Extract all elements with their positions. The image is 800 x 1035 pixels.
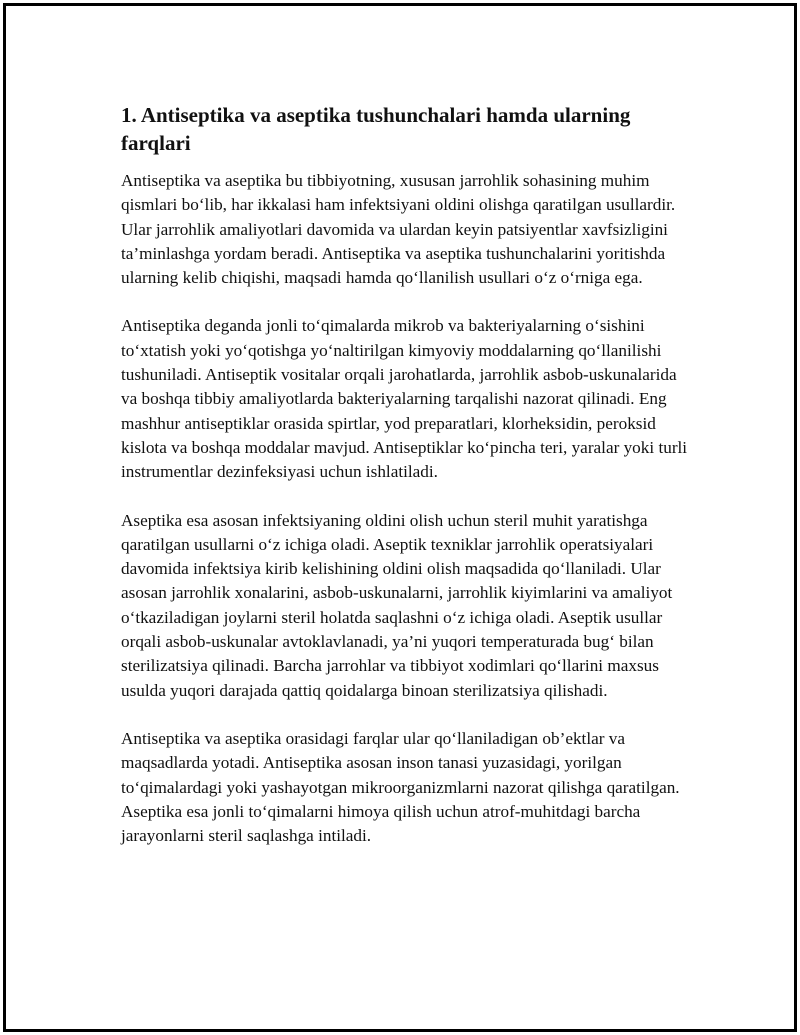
paragraph-intro: Antiseptika va aseptika bu tibbiyotning, xususan jarrohlik sohasining muhim qismlari bo‘lib, har ikkalasi ham infektsiyani oldini olishga qaratilgan usullardir. Ular jarrohlik amaliyotlari davomida va ulardan keyin patsiyentlar xavfsizligini ta’minlashga yordam beradi. Antiseptika va aseptika tushunchalarini yoritishda ularning kelib chiqishi, maqsadi hamda qo‘llanilish usullari o‘z o‘rniga ega.: [121, 171, 676, 288]
document-title: 1. Antiseptika va aseptika tushunchalari hamda ularning farqlari: [121, 103, 631, 155]
document-body: [121, 101, 691, 872]
paragraph-differences: Antiseptika va aseptika orasidagi farqlar ular qo‘llaniladigan ob’ektlar va maqsadlarda yotadi. Antiseptika asosan inson tanasi yuzasidagi, yorilgan to‘qimalardagi yoki yashayotgan mikroorganizmlarni nazorat qilishga qaratilgan. Aseptika esa jonli to‘qimalarni himoya qilish uchun atrof-muhitdagi barcha jarayonlarni steril saqlashga intiladi.: [121, 728, 680, 846]
page-frame: [3, 3, 797, 1032]
paragraph-aseptika: Aseptika esa asosan infektsiyaning oldini olish uchun steril muhit yaratishga qaratilgan usullarni o‘z ichiga oladi. Aseptik texniklar jarrohlik operatsiyalari davomida infektsiya kirib kelishining oldini olish maqsadida qo‘llaniladi. Ular asosan jarrohlik xonalarini, asbob-uskunalarni, jarrohlik kiyimlarini va amaliyot o‘tkaziladigan joylarni steril holatda saqlashni o‘z ichiga oladi. Aseptik usullar orqali asbob-uskunalar avtoklavlanadi, ya’ni yuqori temperaturada bug‘ bilan sterilizatsiya qilinadi. Barcha jarrohlar va tibbiyot xodimlari qo‘llarini maxsus usulda yuqori darajada qattiq qoidalarga binoan sterilizatsiya qilishadi.: [121, 510, 673, 700]
paragraph-antiseptika: Antiseptika deganda jonli to‘qimalarda mikrob va bakteriyalarning o‘sishini to‘xtatish yoki yo‘qotishga yo‘naltirilgan kimyoviy moddalarning qo‘llanilishi tushuniladi. Antiseptik vositalar orqali jarohatlarda, jarrohlik asbob-uskunalarida va boshqa tibbiy amaliyotlarda bakteriyalarning tarqalishi nazorat qilinadi. Eng mashhur antiseptiklar orasida spirtlar, yod preparatlari, klorheksidin, peroksid kislota va boshqa moddalar mavjud. Antiseptiklar ko‘pincha teri, yaralar yoki turli instrumentlar dezinfeksiyasi uchun ishlatiladi.: [121, 316, 688, 482]
